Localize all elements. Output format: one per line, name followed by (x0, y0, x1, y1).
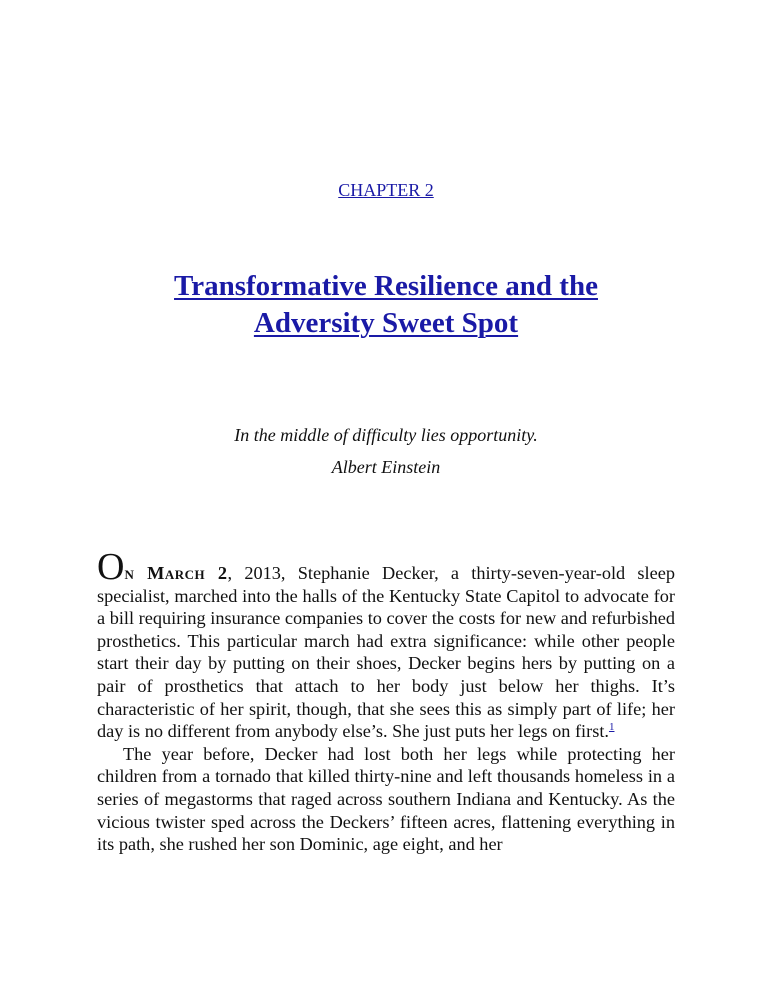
chapter-label-link[interactable]: CHAPTER 2 (338, 180, 434, 200)
chapter-title-link[interactable] (0, 268, 772, 342)
epigraph-author: Albert Einstein (331, 457, 441, 477)
drop-initial: O (97, 546, 125, 588)
paragraph-1-text: , 2013, Stephanie Decker, a thirty-seven-year-old sleep specialist, marched into the halls of the Kentucky State Capitol to advocate for a bill requiring insurance companies to cover the costs for new and refurbished prosthetics. This particular march had extra significance: while other people start their day by putting on their shoes, Decker begins hers by putting on a pair of prosthetics that attach to her body just below her thighs. It’s characteristic of her spirit, though, that she sees this as simply part of life; her day is no different from anybody else’s. She just puts her legs on first. (97, 563, 675, 742)
footnote-ref-1[interactable]: 1 (608, 721, 615, 734)
chapter-label (0, 178, 772, 202)
chapter-title-line-1: Transformative Resilience and the (174, 270, 598, 302)
epigraph-quote: In the middle of difficulty lies opportunity. (234, 425, 538, 445)
chapter-title-line-2: Adversity Sweet Spot (253, 307, 519, 339)
chapter-title (0, 268, 772, 342)
epigraph (0, 424, 772, 478)
lead-in-month: March (147, 563, 206, 583)
paragraph-1 (97, 546, 675, 743)
lead-in (124, 563, 227, 583)
chapter-body (97, 546, 675, 856)
lead-in-day: 2 (217, 563, 228, 583)
paragraph-2: The year before, Decker had lost both her legs while protecting her children from a tornado that killed thirty-nine and left thousands homeless in a series of megastorms that raged across southern Indiana and Kentucky. As the vicious twister sped across the Deckers’ fifteen acres, flattening everything in its path, she rushed her son Dominic, age eight, and her (97, 743, 675, 855)
lead-in-rest: n (124, 563, 135, 583)
